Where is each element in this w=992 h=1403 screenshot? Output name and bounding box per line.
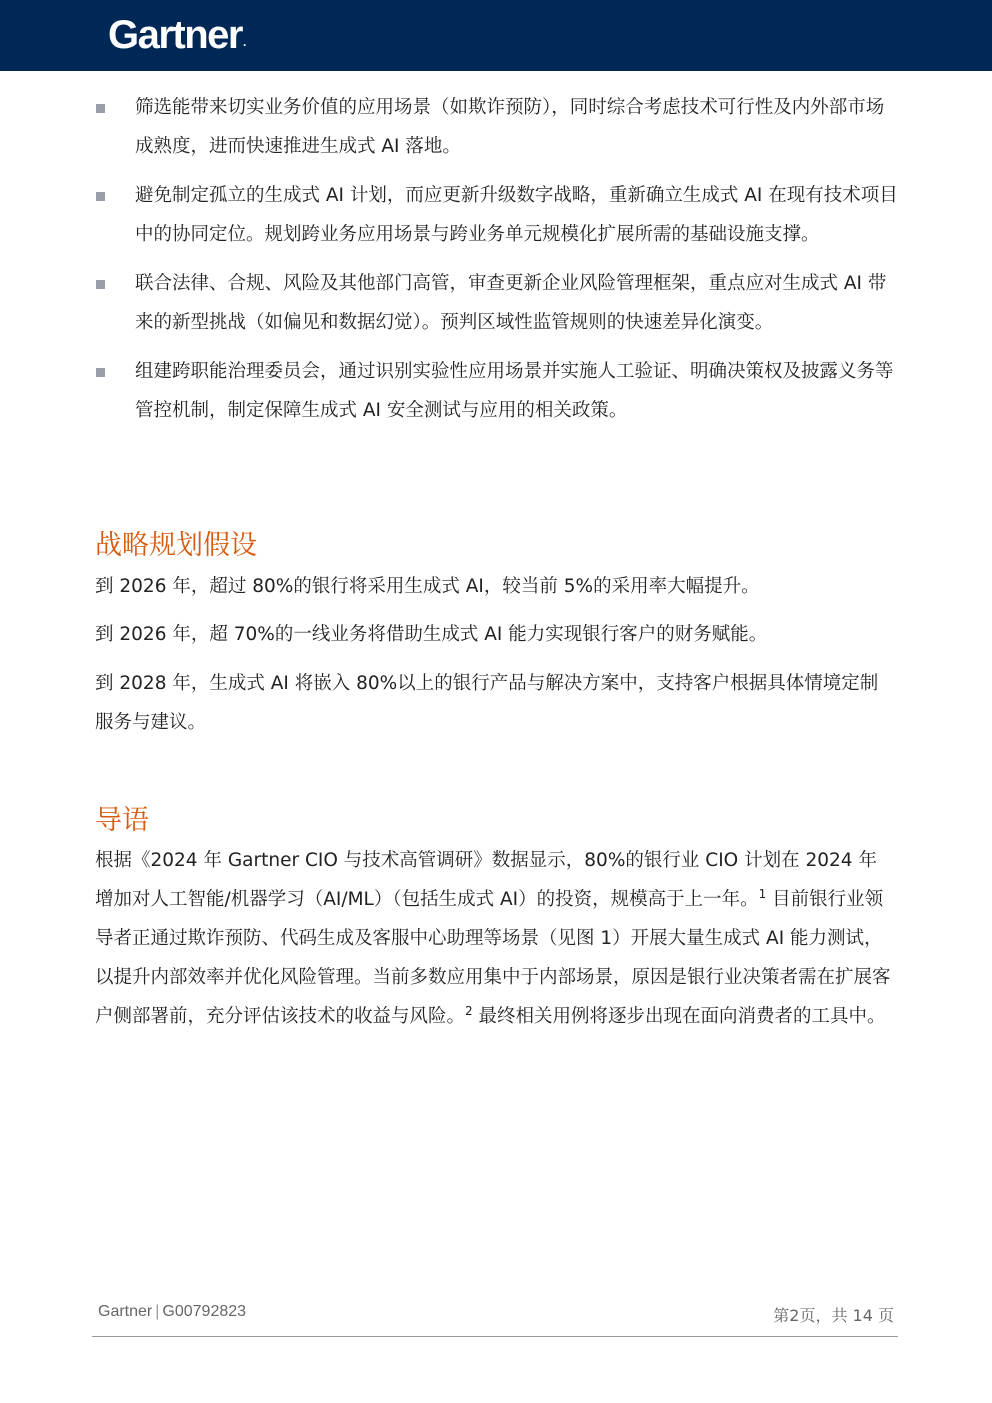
square-bullet-icon	[96, 280, 105, 289]
list-item-text: 联合法律、合规、风险及其他部门高管，审查更新企业风险管理框架，重点应对生成式 AI 带来的新型挑战（如偏见和数据幻觉）。预判区域性监管规则的快速差异化演变。	[135, 273, 887, 333]
list-item	[95, 176, 900, 254]
intro-text-part3: 最终相关用例将逐步出现在面向消费者的工具中。	[472, 1006, 886, 1027]
footnote-ref-1[interactable]: 1	[758, 886, 767, 901]
introduction-heading: 导语	[95, 805, 149, 836]
list-item	[95, 264, 900, 342]
intro-text-part1: 根据《2024 年 Gartner CIO 与技术高管调研》数据显示，80%的银行业 CIO 计划在 2024 年增加对人工智能/机器学习（AI/ML）（包括生成式 AI）的投资，规模高于上一年。	[95, 850, 877, 910]
recommendation-list	[95, 88, 900, 440]
gartner-logo	[108, 13, 246, 64]
introduction-paragraph	[95, 841, 895, 1036]
footer-divider	[92, 1336, 898, 1337]
footer-separator: |	[155, 1303, 160, 1320]
header-bar	[0, 0, 992, 71]
list-item	[95, 352, 900, 430]
strategic-paragraph: 到 2028 年，生成式 AI 将嵌入 80%以上的银行产品与解决方案中，支持客户根据具体情境定制服务与建议。	[95, 673, 879, 733]
square-bullet-icon	[96, 104, 105, 113]
footer-brand: Gartner	[98, 1303, 153, 1320]
logo-mark: .	[243, 35, 247, 49]
list-item	[95, 88, 900, 166]
list-item-text: 避免制定孤立的生成式 AI 计划，而应更新升级数字战略，重新确立生成式 AI 在现有技术项目中的协同定位。规划跨业务应用场景与跨业务单元规模化扩展所需的基础设施支撑。	[135, 185, 898, 245]
strategic-paragraph: 到 2026 年，超过 80%的银行将采用生成式 AI，较当前 5%的采用率大幅提升。	[95, 576, 760, 597]
logo-text: Gartner	[108, 13, 242, 57]
footer-page-number: 第2页，共 14 页	[773, 1306, 894, 1325]
list-item-text: 组建跨职能治理委员会，通过识别实验性应用场景并实施人工验证、明确决策权及披露义务等管控机制，制定保障生成式 AI 安全测试与应用的相关政策。	[135, 361, 894, 421]
strategic-planning-heading: 战略规划假设	[95, 530, 257, 561]
strategic-paragraph: 到 2026 年，超 70%的一线业务将借助生成式 AI 能力实现银行客户的财务赋能。	[95, 624, 768, 645]
footnote-ref-2[interactable]: 2	[465, 1003, 473, 1018]
footer-doc-number: G00792823	[162, 1303, 247, 1320]
footer-document-id	[98, 1303, 246, 1321]
square-bullet-icon	[96, 368, 105, 377]
intro-text-part2: 目前银行业领导者正通过欺诈预防、代码生成及客服中心助理等场景（见图 1）开展大量生成式 AI 能力测试，以提升内部效率并优化风险管理。当前多数应用集中于内部场景，原因是银行业决策者需在扩展客户侧部署前，充分评估该技术的收益与风险。	[95, 889, 891, 1027]
list-item-text: 筛选能带来切实业务价值的应用场景（如欺诈预防），同时综合考虑技术可行性及内外部市场成熟度，进而快速推进生成式 AI 落地。	[135, 97, 885, 157]
square-bullet-icon	[96, 192, 105, 201]
